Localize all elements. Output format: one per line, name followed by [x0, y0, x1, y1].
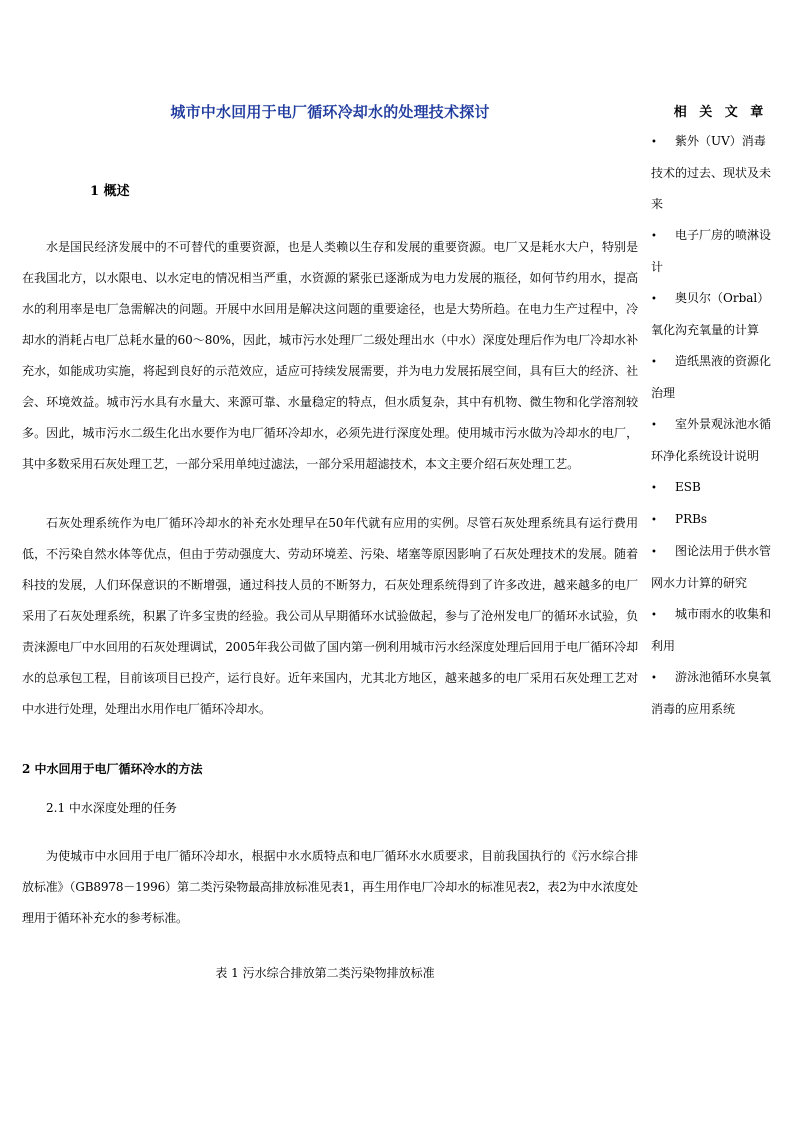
article-title: 城市中水回用于电厂循环冷却水的处理技术探讨: [170, 103, 490, 121]
paragraph-2: 石灰处理系统作为电厂循环冷却水的补充水处理早在50年代就有应用的实例。尽管石灰处理系统具有运行费用低，不污染自然水体等优点，但由于劳动强度大、劳动环境差、污染、堵塞等原因影响了石灰处理技术的发展。随着科技的发展，人们环保意识的不断增强，通过科技人员的不断努力，石灰处理系统得到了许多改进，越来越多的电厂采用了石灰处理系统，积累了许多宝贵的经验。我公司从早期循环水试验做起，参与了沧州发电厂的循环水试验，负责涞源电厂中水回用的石灰处理调试，2005年我公司做了国内第一例利用城市污水经深度处理后回用于电厂循环冷却水的总承包工程，目前该项目已投产，运行良好。近年来国内，尤其北方地区，越来越多的电厂采用石灰处理工艺对中水进行处理，处理出水用作电厂循环冷却水。: [22, 516, 638, 716]
related-article-item: [651, 536, 776, 599]
related-article-link[interactable]: 紫外（UV）消毒技术的过去、现状及未来: [651, 134, 772, 211]
related-article-item: [651, 409, 776, 472]
bullet-icon: •: [651, 547, 657, 558]
related-articles-list: [651, 126, 776, 725]
subsection-2-1-heading: 2.1 中水深度处理的任务: [46, 801, 177, 815]
related-article-link[interactable]: 电子厂房的喷淋设计: [651, 228, 772, 274]
related-articles-title: 相 关 文 章: [673, 105, 768, 120]
related-articles-sidebar: [651, 100, 776, 725]
related-article-link[interactable]: 城市雨水的收集和利用: [651, 607, 772, 653]
related-article-item: [651, 346, 776, 409]
related-article-link[interactable]: ESB: [675, 480, 701, 494]
bullet-icon: •: [651, 420, 657, 431]
related-article-item: [651, 599, 776, 662]
related-article-item: [651, 283, 776, 346]
article-body: [22, 96, 638, 984]
bullet-icon: •: [651, 137, 657, 148]
bullet-icon: •: [651, 673, 657, 684]
paragraph-1: 水是国民经济发展中的不可替代的重要资源，也是人类赖以生存和发展的重要资源。电厂又是耗水大户，特别是在我国北方，以水限电、以水定电的情况相当严重，水资源的紧张已逐渐成为电力发展的瓶径，如何节约用水，提高水的利用率是电厂急需解决的问题。开展中水回用是解决这问题的重要途径，也是大势所趋。在电力生产过程中，冷却水的消耗占电厂总耗水量的60～80%，因此，城市污水处理厂二级处理出水（中水）深度处理后作为电厂冷却水补充水，如能成功实施，将起到良好的示范效应，适应可持续发展需要，并为电力发展拓展空间，具有巨大的经济、社会、环境效益。城市污水具有水量大、来源可靠、水量稳定的特点，但水质复杂，其中有机物、微生物和化学溶剂较多。因此，城市污水二级生化出水要作为电厂循环冷却水，必须先进行深度处理。使用城市污水做为冷却水的电厂，其中多数采用石灰处理工艺，一部分采用单纯过滤法，一部分采用超滤技术，本文主要介绍石灰处理工艺。: [22, 240, 638, 471]
related-article-item: [651, 220, 776, 283]
related-article-link[interactable]: PRBs: [675, 512, 708, 526]
bullet-icon: •: [651, 231, 657, 242]
related-article-link[interactable]: 室外景观泳池水循环净化系统设计说明: [651, 417, 772, 463]
related-article-item: [651, 662, 776, 725]
table-1-caption: 表 1 污水综合排放第二类污染物排放标准: [215, 966, 435, 980]
bullet-icon: •: [651, 515, 657, 526]
related-article-item: [651, 126, 776, 220]
bullet-icon: •: [651, 294, 657, 305]
bullet-icon: •: [651, 610, 657, 621]
related-article-link[interactable]: 奥贝尔（Orbal）氧化沟充氧量的计算: [651, 291, 770, 337]
related-article-item: [651, 504, 776, 536]
bullet-icon: •: [651, 483, 657, 494]
paragraph-3: 为使城市中水回用于电厂循环冷却水，根据中水水质特点和电厂循环水水质要求，目前我国执行的《污水综合排放标准》（GB8978－1996）第二类污染物最高排放标准见表1，再生用作电厂冷却水的标准见表2，表2为中水浓度处理用于循环补充水的参考标准。: [22, 849, 638, 925]
related-article-link[interactable]: 造纸黑液的资源化治理: [651, 354, 772, 400]
section-1-heading: 1 概述: [90, 184, 130, 199]
bullet-icon: •: [651, 357, 657, 368]
related-article-item: [651, 472, 776, 504]
related-article-link[interactable]: 图论法用于供水管网水力计算的研究: [651, 544, 772, 590]
related-article-link[interactable]: 游泳池循环水臭氧消毒的应用系统: [651, 670, 772, 716]
section-2-heading: 2 中水回用于电厂循环冷水的方法: [22, 762, 203, 776]
